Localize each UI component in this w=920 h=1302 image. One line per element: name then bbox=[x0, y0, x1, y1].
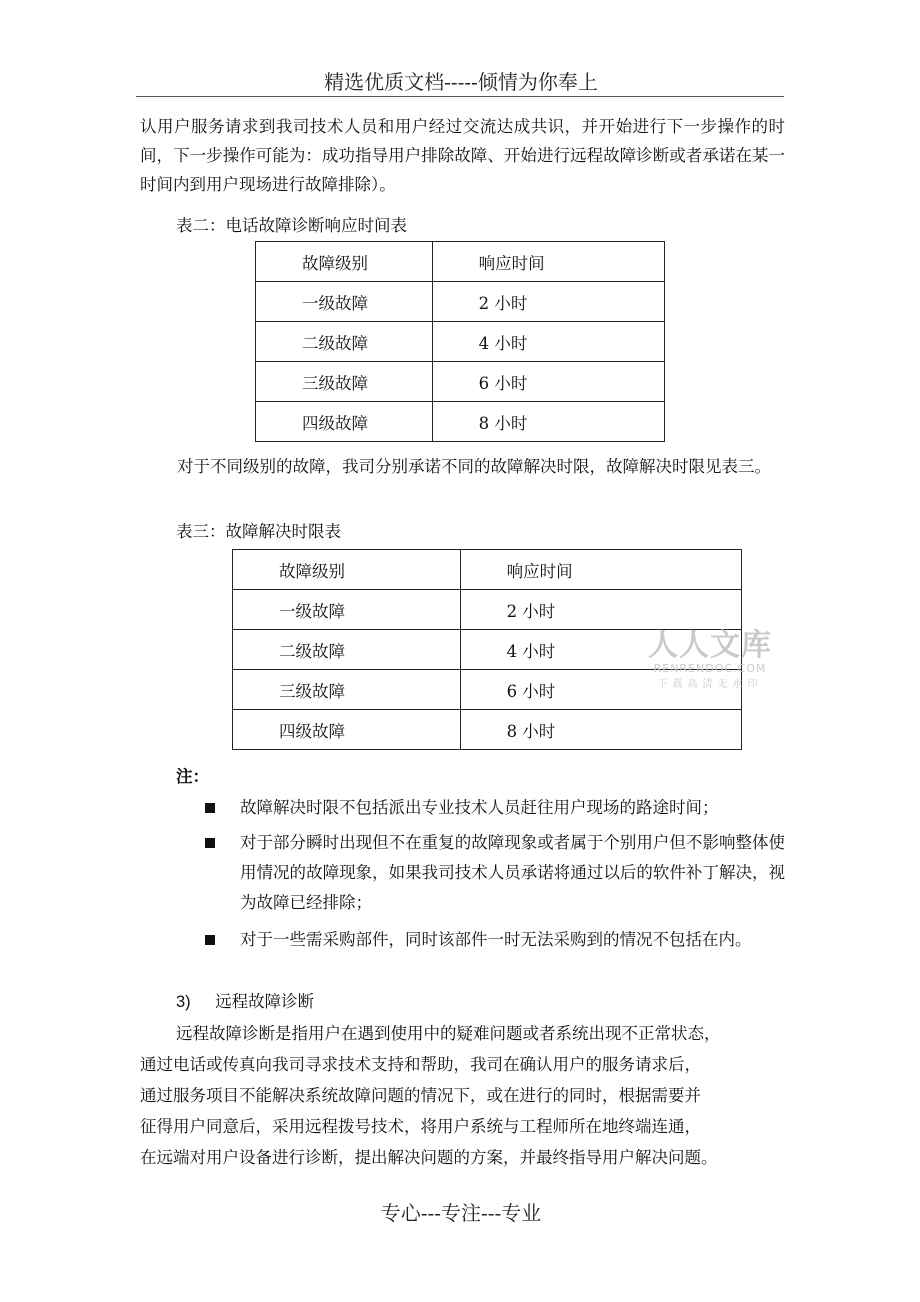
paragraph-2: 对于不同级别的故障，我司分别承诺不同的故障解决时限，故障解决时限见表三。 bbox=[177, 457, 771, 476]
watermark-main: 人人文库 bbox=[648, 628, 772, 663]
table-header-row bbox=[256, 242, 665, 282]
table-header-cell: 故障级别 bbox=[233, 550, 461, 590]
watermark-tag: 下载高清无水印 bbox=[657, 679, 763, 690]
note-item bbox=[205, 793, 785, 823]
table-row bbox=[256, 362, 665, 402]
page-footer: 专心---专注---专业 bbox=[380, 1201, 542, 1225]
table-cell: 6 小时 bbox=[460, 670, 741, 710]
table-cell: 4 小时 bbox=[460, 630, 741, 670]
table-cell: 三级故障 bbox=[256, 362, 433, 402]
table-cell: 一级故障 bbox=[256, 282, 433, 322]
table3-caption: 表三：故障解决时限表 bbox=[176, 522, 341, 541]
square-bullet-icon bbox=[205, 803, 215, 813]
note-item bbox=[205, 925, 785, 955]
table-cell: 8 小时 bbox=[432, 402, 664, 442]
table-header-row bbox=[233, 550, 742, 590]
table2 bbox=[255, 241, 665, 442]
table-cell: 四级故障 bbox=[233, 710, 461, 750]
section-title: 远程故障诊断 bbox=[215, 992, 315, 1011]
body-line: 通过服务项目不能解决系统故障问题的情况下，或在进行的同时，根据需要并 bbox=[140, 1086, 701, 1105]
notes-title: 注： bbox=[176, 767, 209, 786]
table-cell: 4 小时 bbox=[432, 322, 664, 362]
table-header-cell: 故障级别 bbox=[256, 242, 433, 282]
note-item bbox=[205, 828, 785, 918]
square-bullet-icon bbox=[205, 838, 215, 848]
table-cell: 二级故障 bbox=[233, 630, 461, 670]
body-line: 征得用户同意后，采用远程拨号技术，将用户系统与工程师所在地终端连通， bbox=[140, 1117, 701, 1136]
table-cell: 2 小时 bbox=[460, 590, 741, 630]
watermark-logo bbox=[645, 620, 775, 690]
table-cell: 三级故障 bbox=[233, 670, 461, 710]
table-row bbox=[256, 282, 665, 322]
page-header: 精选优质文档-----倾情为你奉上 bbox=[324, 70, 598, 94]
body-line: 在远端对用户设备进行诊断，提出解决问题的方案，并最终指导用户解决问题。 bbox=[140, 1148, 718, 1167]
intro-paragraph: 认用户服务请求到我司技术人员和用户经过交流达成共识，并开始进行下一步操作的时间，下一步操作可能为：成功指导用户排除故障、开始进行远程故障诊断或者承诺在某一时间内到用户现场进行故障排除）。 bbox=[140, 117, 785, 194]
section-number: 3) bbox=[176, 993, 191, 1011]
table-header-cell: 响应时间 bbox=[432, 242, 664, 282]
header-divider bbox=[136, 96, 784, 97]
table-cell: 四级故障 bbox=[256, 402, 433, 442]
table-cell: 6 小时 bbox=[432, 362, 664, 402]
watermark-sub: RENRENDOC.COM bbox=[653, 662, 767, 675]
table-row bbox=[233, 710, 742, 750]
note-item-text: 故障解决时限不包括派出专业技术人员赶往用户现场的路途时间； bbox=[240, 798, 719, 817]
section-heading bbox=[176, 988, 314, 1012]
note-item-text: 对于一些需采购部件，同时该部件一时无法采购到的情况不包括在内。 bbox=[240, 930, 752, 949]
table-cell: 8 小时 bbox=[460, 710, 741, 750]
table-header-cell: 响应时间 bbox=[460, 550, 741, 590]
table-row bbox=[256, 402, 665, 442]
note-item-text: 对于部分瞬时出现但不在重复的故障现象或者属于个别用户但不影响整体使用情况的故障现象，如果我司技术人员承诺将通过以后的软件补丁解决，视为故障已经排除； bbox=[240, 833, 785, 912]
table2-caption: 表二：电话故障诊断响应时间表 bbox=[176, 216, 407, 235]
body-line: 通过电话或传真向我司寻求技术支持和帮助，我司在确认用户的服务请求后， bbox=[140, 1055, 701, 1074]
square-bullet-icon bbox=[205, 935, 215, 945]
table-row bbox=[256, 322, 665, 362]
body-line: 远程故障诊断是指用户在遇到使用中的疑难问题或者系统出现不正常状态， bbox=[176, 1024, 721, 1043]
table-cell: 2 小时 bbox=[432, 282, 664, 322]
table-cell: 一级故障 bbox=[233, 590, 461, 630]
table-cell: 二级故障 bbox=[256, 322, 433, 362]
